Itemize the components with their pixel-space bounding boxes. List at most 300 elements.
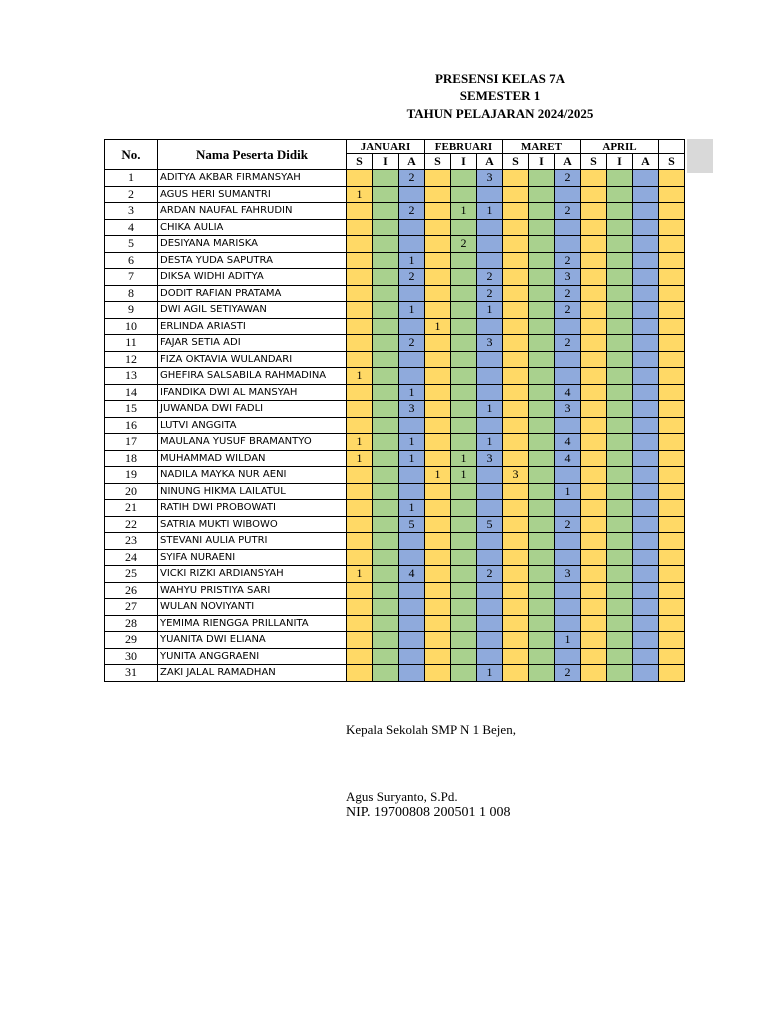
attendance-cell — [425, 236, 451, 253]
attendance-cell — [373, 335, 399, 352]
attendance-cell — [633, 665, 659, 682]
attendance-cell: 3 — [477, 335, 503, 352]
col-header-no: No. — [105, 140, 158, 170]
attendance-cell — [555, 417, 581, 434]
attendance-cell: 3 — [477, 170, 503, 187]
row-number: 1 — [105, 170, 158, 187]
attendance-cell — [425, 269, 451, 286]
attendance-cell — [373, 665, 399, 682]
attendance-cell — [633, 285, 659, 302]
attendance-cell — [633, 632, 659, 649]
attendance-cell — [503, 483, 529, 500]
attendance-cell — [425, 500, 451, 517]
attendance-cell — [347, 665, 373, 682]
attendance-cell — [347, 384, 373, 401]
attendance-cell — [399, 186, 425, 203]
attendance-cell: 1 — [347, 186, 373, 203]
sub-header-s: S — [425, 154, 451, 170]
attendance-cell — [555, 500, 581, 517]
attendance-cell: 2 — [399, 203, 425, 220]
table-row — [105, 203, 685, 220]
attendance-cell: 1 — [399, 434, 425, 451]
attendance-cell — [581, 236, 607, 253]
attendance-cell — [529, 467, 555, 484]
row-number: 12 — [105, 351, 158, 368]
attendance-cell — [529, 500, 555, 517]
attendance-cell — [659, 302, 685, 319]
attendance-cell — [581, 368, 607, 385]
attendance-cell — [659, 582, 685, 599]
attendance-cell — [633, 450, 659, 467]
attendance-cell: 2 — [555, 302, 581, 319]
attendance-cell — [659, 236, 685, 253]
attendance-cell — [399, 483, 425, 500]
row-number: 14 — [105, 384, 158, 401]
table-row — [105, 269, 685, 286]
attendance-cell — [581, 582, 607, 599]
attendance-cell — [503, 186, 529, 203]
attendance-cell — [477, 549, 503, 566]
attendance-cell — [633, 384, 659, 401]
attendance-cell — [425, 351, 451, 368]
row-number: 6 — [105, 252, 158, 269]
report-title: PRESENSI KELAS 7A — [434, 71, 566, 86]
attendance-cell — [373, 500, 399, 517]
attendance-cell — [399, 417, 425, 434]
attendance-cell — [555, 615, 581, 632]
table-row — [105, 500, 685, 517]
attendance-cell — [373, 434, 399, 451]
attendance-cell — [555, 351, 581, 368]
attendance-cell — [659, 368, 685, 385]
attendance-cell — [581, 599, 607, 616]
attendance-cell — [529, 417, 555, 434]
attendance-cell — [503, 203, 529, 220]
attendance-cell — [451, 615, 477, 632]
row-number: 13 — [105, 368, 158, 385]
attendance-cell — [373, 582, 399, 599]
attendance-cell — [581, 170, 607, 187]
attendance-cell — [633, 599, 659, 616]
attendance-cell: 4 — [555, 384, 581, 401]
row-number: 21 — [105, 500, 158, 517]
attendance-cell — [581, 665, 607, 682]
student-name: RATIH DWI PROBOWATI — [158, 500, 347, 517]
table-row — [105, 335, 685, 352]
attendance-cell — [659, 648, 685, 665]
sub-header-a: A — [633, 154, 659, 170]
attendance-cell — [503, 533, 529, 550]
attendance-cell — [633, 318, 659, 335]
attendance-cell — [581, 467, 607, 484]
attendance-cell — [477, 599, 503, 616]
row-number: 7 — [105, 269, 158, 286]
month-header-maret: MARET — [503, 140, 581, 154]
attendance-cell — [425, 401, 451, 418]
student-name: FAJAR SETIA ADI — [158, 335, 347, 352]
attendance-cell — [529, 632, 555, 649]
attendance-cell — [347, 632, 373, 649]
attendance-cell: 3 — [555, 269, 581, 286]
attendance-cell: 1 — [425, 318, 451, 335]
attendance-cell: 4 — [555, 450, 581, 467]
student-name: LUTVI ANGGITA — [158, 417, 347, 434]
attendance-cell — [607, 285, 633, 302]
month-header-januari: JANUARI — [347, 140, 425, 154]
attendance-cell — [659, 549, 685, 566]
attendance-cell — [399, 318, 425, 335]
attendance-cell — [633, 467, 659, 484]
attendance-cell — [399, 599, 425, 616]
attendance-cell — [503, 450, 529, 467]
attendance-cell — [451, 483, 477, 500]
attendance-cell — [529, 351, 555, 368]
row-number: 2 — [105, 186, 158, 203]
attendance-cell — [477, 632, 503, 649]
attendance-cell — [607, 252, 633, 269]
attendance-cell — [451, 417, 477, 434]
attendance-cell — [659, 434, 685, 451]
attendance-cell — [581, 302, 607, 319]
attendance-cell — [425, 582, 451, 599]
attendance-cell: 1 — [555, 632, 581, 649]
attendance-cell — [633, 269, 659, 286]
attendance-cell — [633, 582, 659, 599]
sub-header-a: A — [477, 154, 503, 170]
attendance-cell — [373, 384, 399, 401]
attendance-cell — [425, 285, 451, 302]
row-number: 31 — [105, 665, 158, 682]
table-row — [105, 170, 685, 187]
student-name: ZAKI JALAL RAMADHAN — [158, 665, 347, 682]
attendance-cell — [633, 434, 659, 451]
attendance-cell: 2 — [399, 269, 425, 286]
attendance-cell — [529, 285, 555, 302]
attendance-cell — [581, 203, 607, 220]
row-number: 26 — [105, 582, 158, 599]
student-name: DIKSA WIDHI ADITYA — [158, 269, 347, 286]
attendance-cell — [503, 434, 529, 451]
attendance-cell — [581, 450, 607, 467]
attendance-cell — [607, 203, 633, 220]
attendance-cell — [503, 648, 529, 665]
student-name: YUANITA DWI ELIANA — [158, 632, 347, 649]
attendance-cell — [451, 335, 477, 352]
attendance-cell — [477, 236, 503, 253]
attendance-cell — [555, 186, 581, 203]
attendance-cell — [347, 252, 373, 269]
report-year: TAHUN PELAJARAN 2024/2025 — [406, 106, 594, 121]
attendance-cell — [399, 533, 425, 550]
attendance-cell — [451, 384, 477, 401]
table-row — [105, 615, 685, 632]
attendance-cell — [425, 516, 451, 533]
sub-header-i: I — [529, 154, 555, 170]
attendance-cell — [607, 351, 633, 368]
attendance-cell — [425, 483, 451, 500]
attendance-cell — [659, 500, 685, 517]
attendance-cell — [451, 566, 477, 583]
attendance-cell — [633, 516, 659, 533]
sub-header-i: I — [373, 154, 399, 170]
attendance-cell: 2 — [555, 203, 581, 220]
attendance-cell — [633, 483, 659, 500]
attendance-cell — [633, 170, 659, 187]
student-name: SATRIA MUKTI WIBOWO — [158, 516, 347, 533]
attendance-cell — [607, 599, 633, 616]
attendance-cell — [451, 648, 477, 665]
attendance-cell — [659, 533, 685, 550]
attendance-cell — [425, 368, 451, 385]
attendance-cell: 2 — [451, 236, 477, 253]
attendance-cell — [373, 467, 399, 484]
student-name: ADITYA AKBAR FIRMANSYAH — [158, 170, 347, 187]
attendance-cell — [399, 648, 425, 665]
row-number: 27 — [105, 599, 158, 616]
attendance-cell: 2 — [555, 516, 581, 533]
attendance-cell — [659, 186, 685, 203]
attendance-cell — [581, 632, 607, 649]
attendance-cell — [373, 483, 399, 500]
attendance-cell — [529, 384, 555, 401]
attendance-cell — [503, 285, 529, 302]
attendance-cell: 2 — [399, 335, 425, 352]
attendance-cell — [529, 302, 555, 319]
attendance-cell: 1 — [451, 467, 477, 484]
attendance-cell — [451, 368, 477, 385]
attendance-cell — [373, 516, 399, 533]
attendance-cell — [451, 252, 477, 269]
attendance-cell — [451, 351, 477, 368]
attendance-cell — [399, 632, 425, 649]
attendance-cell — [529, 615, 555, 632]
attendance-cell — [347, 219, 373, 236]
attendance-cell — [373, 186, 399, 203]
attendance-cell — [607, 269, 633, 286]
attendance-cell — [633, 533, 659, 550]
table-row — [105, 252, 685, 269]
row-number: 19 — [105, 467, 158, 484]
attendance-cell — [503, 549, 529, 566]
attendance-cell: 1 — [425, 467, 451, 484]
row-number: 28 — [105, 615, 158, 632]
attendance-cell: 3 — [399, 401, 425, 418]
attendance-cell — [347, 302, 373, 319]
attendance-cell — [529, 368, 555, 385]
attendance-cell — [607, 368, 633, 385]
attendance-cell — [659, 335, 685, 352]
attendance-cell — [477, 500, 503, 517]
attendance-cell — [347, 599, 373, 616]
attendance-table — [104, 139, 685, 682]
attendance-cell: 2 — [555, 665, 581, 682]
attendance-cell — [503, 351, 529, 368]
attendance-cell: 2 — [477, 269, 503, 286]
attendance-cell — [373, 170, 399, 187]
table-row — [105, 368, 685, 385]
attendance-cell — [581, 533, 607, 550]
attendance-cell: 1 — [399, 252, 425, 269]
attendance-cell — [555, 549, 581, 566]
report-semester: SEMESTER 1 — [459, 88, 541, 103]
attendance-cell — [399, 285, 425, 302]
student-name: SYIFA NURAENI — [158, 549, 347, 566]
sub-header-s: S — [503, 154, 529, 170]
attendance-cell — [659, 632, 685, 649]
attendance-cell — [451, 500, 477, 517]
attendance-cell — [607, 516, 633, 533]
attendance-cell — [373, 318, 399, 335]
attendance-cell — [529, 186, 555, 203]
attendance-cell — [607, 318, 633, 335]
attendance-cell — [451, 533, 477, 550]
attendance-cell — [347, 615, 373, 632]
table-row — [105, 302, 685, 319]
attendance-cell: 4 — [555, 434, 581, 451]
attendance-cell — [477, 318, 503, 335]
attendance-cell: 2 — [555, 285, 581, 302]
attendance-cell — [451, 302, 477, 319]
attendance-cell — [425, 219, 451, 236]
table-row — [105, 549, 685, 566]
attendance-rows — [105, 170, 685, 682]
attendance-cell — [451, 632, 477, 649]
attendance-cell — [373, 203, 399, 220]
table-row — [105, 401, 685, 418]
attendance-cell — [607, 566, 633, 583]
attendance-cell — [581, 269, 607, 286]
attendance-cell — [399, 665, 425, 682]
attendance-cell — [347, 401, 373, 418]
attendance-cell — [659, 417, 685, 434]
attendance-cell — [347, 170, 373, 187]
attendance-cell — [607, 549, 633, 566]
student-name: STEVANI AULIA PUTRI — [158, 533, 347, 550]
attendance-cell — [633, 417, 659, 434]
attendance-cell — [451, 665, 477, 682]
attendance-cell — [373, 368, 399, 385]
attendance-cell: 2 — [555, 335, 581, 352]
attendance-cell: 2 — [399, 170, 425, 187]
sub-header-s-extra: S — [659, 154, 685, 170]
attendance-cell: 3 — [555, 566, 581, 583]
row-number: 18 — [105, 450, 158, 467]
attendance-cell — [451, 219, 477, 236]
student-name: YEMIMA RIENGGA PRILLANITA — [158, 615, 347, 632]
attendance-cell — [347, 467, 373, 484]
attendance-cell — [581, 566, 607, 583]
attendance-cell — [373, 648, 399, 665]
attendance-cell — [555, 219, 581, 236]
attendance-cell — [425, 549, 451, 566]
attendance-cell — [581, 285, 607, 302]
attendance-cell — [607, 219, 633, 236]
attendance-cell — [503, 599, 529, 616]
attendance-cell — [373, 302, 399, 319]
attendance-cell — [425, 566, 451, 583]
table-row — [105, 483, 685, 500]
table-row — [105, 417, 685, 434]
attendance-cell: 1 — [477, 203, 503, 220]
attendance-cell — [607, 186, 633, 203]
attendance-cell — [633, 648, 659, 665]
attendance-cell: 1 — [399, 384, 425, 401]
attendance-cell — [581, 335, 607, 352]
sub-header-i: I — [607, 154, 633, 170]
attendance-cell — [425, 615, 451, 632]
attendance-cell — [347, 269, 373, 286]
attendance-cell — [347, 417, 373, 434]
attendance-cell — [659, 483, 685, 500]
attendance-cell — [477, 533, 503, 550]
attendance-cell — [373, 450, 399, 467]
attendance-cell — [659, 219, 685, 236]
attendance-cell — [555, 368, 581, 385]
month-header-februari: FEBRUARI — [425, 140, 503, 154]
row-number: 11 — [105, 335, 158, 352]
attendance-cell — [581, 615, 607, 632]
student-name: DODIT RAFIAN PRATAMA — [158, 285, 347, 302]
attendance-cell — [633, 351, 659, 368]
row-number: 16 — [105, 417, 158, 434]
row-number: 15 — [105, 401, 158, 418]
table-row — [105, 665, 685, 682]
attendance-cell: 5 — [477, 516, 503, 533]
attendance-cell — [607, 615, 633, 632]
attendance-cell — [529, 318, 555, 335]
attendance-cell — [399, 219, 425, 236]
attendance-cell: 2 — [477, 285, 503, 302]
signature-name: Agus Suryanto, S.Pd. — [346, 789, 458, 804]
attendance-cell: 5 — [399, 516, 425, 533]
row-number: 29 — [105, 632, 158, 649]
table-row — [105, 219, 685, 236]
attendance-cell — [633, 219, 659, 236]
attendance-cell — [399, 615, 425, 632]
attendance-cell — [399, 467, 425, 484]
attendance-cell — [607, 533, 633, 550]
attendance-cell — [373, 632, 399, 649]
attendance-cell — [373, 599, 399, 616]
attendance-cell — [529, 203, 555, 220]
attendance-cell — [425, 186, 451, 203]
attendance-cell: 1 — [399, 450, 425, 467]
attendance-cell — [529, 533, 555, 550]
attendance-cell — [607, 384, 633, 401]
attendance-cell — [659, 318, 685, 335]
attendance-cell — [529, 450, 555, 467]
attendance-cell — [581, 252, 607, 269]
attendance-cell — [347, 648, 373, 665]
attendance-cell — [633, 401, 659, 418]
attendance-cell — [633, 549, 659, 566]
attendance-cell — [399, 582, 425, 599]
attendance-cell — [529, 483, 555, 500]
attendance-cell — [529, 236, 555, 253]
attendance-cell: 1 — [347, 566, 373, 583]
attendance-cell: 1 — [451, 203, 477, 220]
attendance-cell — [503, 516, 529, 533]
attendance-cell — [373, 401, 399, 418]
attendance-cell — [503, 318, 529, 335]
attendance-cell — [607, 500, 633, 517]
attendance-cell — [451, 582, 477, 599]
attendance-cell — [581, 483, 607, 500]
attendance-cell: 3 — [555, 401, 581, 418]
attendance-cell — [607, 648, 633, 665]
attendance-cell — [529, 170, 555, 187]
attendance-cell — [581, 434, 607, 451]
